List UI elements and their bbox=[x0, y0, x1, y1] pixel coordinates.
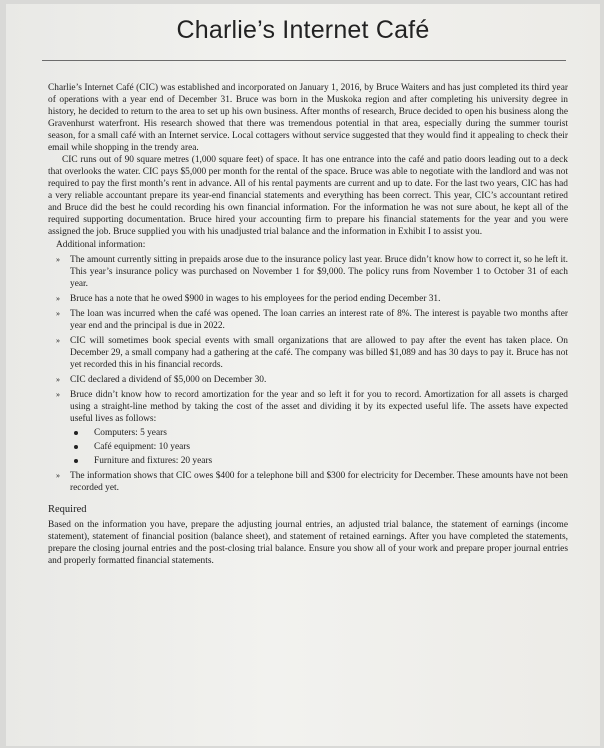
life-furniture: Furniture and fixtures: 20 years bbox=[94, 456, 213, 466]
bullet-dot-icon bbox=[74, 459, 78, 463]
case-body bbox=[48, 82, 568, 567]
bullet-marker: » bbox=[56, 336, 60, 345]
bullet-marker: » bbox=[56, 471, 60, 480]
list-item bbox=[48, 254, 568, 290]
life-computers: Computers: 5 years bbox=[94, 428, 167, 438]
bullet-marker: » bbox=[56, 375, 60, 384]
item-loan: The loan was incurred when the café was opened. The loan carries an interest rate of 8%. The interest is payable two months after year end and the principal is due in 2022. bbox=[70, 309, 568, 331]
bullet-marker: » bbox=[56, 255, 60, 264]
required-text: Based on the information you have, prepare the adjusting journal entries, an adjusted trial balance, the statement of earnings (income statement), statement of financial position (balance sheet), and statement of retained earnings. After you have completed the statements, prepare the closing journal entries and the post-closing trial balance. Ensure you show all of your work and prepare proper journal entries and properly formatted financial statements. bbox=[48, 520, 568, 566]
list-item bbox=[48, 470, 568, 494]
additional-info-label: Additional information: bbox=[56, 240, 146, 250]
title-divider bbox=[42, 60, 566, 61]
bullet-marker: » bbox=[56, 294, 60, 303]
life-cafe-equipment: Café equipment: 10 years bbox=[94, 442, 191, 452]
useful-life-item bbox=[48, 455, 568, 467]
list-item bbox=[48, 389, 568, 425]
useful-life-item bbox=[48, 441, 568, 453]
document-page bbox=[6, 4, 600, 746]
list-item bbox=[48, 335, 568, 371]
list-item bbox=[48, 293, 568, 305]
item-dividend: CIC declared a dividend of $5,000 on December 30. bbox=[70, 375, 267, 385]
required-heading: Required bbox=[48, 504, 87, 515]
page-title: Charlie’s Internet Café bbox=[176, 16, 430, 44]
bullet-marker: » bbox=[56, 309, 60, 318]
bullet-dot-icon bbox=[74, 445, 78, 449]
bullet-dot-icon bbox=[74, 431, 78, 435]
list-item bbox=[48, 374, 568, 386]
list-item bbox=[48, 308, 568, 332]
intro-paragraph: Charlie’s Internet Café (CIC) was established and incorporated on January 1, 2016, by Bruce Waiters and has just completed its third year of operations with a year end of December 31. Bruce was born in the Muskoka region and after completing his university degree in history, he decided to return to the area to set up his own business. After months of research, Bruce decided to open his business along the Gravenhurst waterfront. His research showed that there was tremendous potential in that area, especially during the summer tourist season, for a small café with an Internet service. Local cottagers without service suggested that they would find it appealing to check their email while shopping in the trendy area. bbox=[48, 83, 568, 153]
useful-life-item bbox=[48, 427, 568, 439]
item-prepaids: The amount currently sitting in prepaids arose due to the insurance policy last year. Bruce didn’t know how to correct it, so he left it. This year’s insurance policy was purchased on November 1 for $9,000. The policy runs from November 1 to October 31 of each year. bbox=[70, 255, 568, 289]
item-wages: Bruce has a note that he owed $900 in wages to his employees for the period ending December 31. bbox=[70, 294, 441, 304]
item-utilities: The information shows that CIC owes $400 for a telephone bill and $300 for electricity for December. These amounts have not been recorded yet. bbox=[70, 471, 568, 493]
space-paragraph: CIC runs out of 90 square metres (1,000 square feet) of space. It has one entrance into the café and patio doors leading out to a deck that overlooks the water. CIC pays $5,000 per month for the rental of the space. Bruce was able to negotiate with the landlord and was not required to pay the first month’s rent in advance. All of his rental payments are current and up to date. For the last two years, CIC has had a very reliable accountant prepare its year-end financial statements and everything has been correct. This year, CIC’s accountant retired and Bruce did the best he could recording his own financial information. For the information he was not sure about, he kept all of the required supporting documentation. Bruce hired your accounting firm to prepare his financial statements for the year and you were assigned the job. Bruce supplied you with his unadjusted trial balance and the information in Exhibit I to assist you. bbox=[48, 155, 568, 237]
item-amortization: Bruce didn’t know how to record amortization for the year and so left it for you to record. Amortization for all assets is charged using a straight-line method by taking the cost of the asset and dividing it by its expected useful life. The assets have expected useful lives as follows: bbox=[70, 390, 568, 424]
item-special-events: CIC will sometimes book special events with small organizations that are allowed to pay after the event has taken place. On December 29, a small company had a gathering at the café. The company was billed $1,089 and has 30 days to pay it. Bruce has not yet recorded this in his financial records. bbox=[70, 336, 568, 370]
bullet-marker: » bbox=[56, 390, 60, 399]
